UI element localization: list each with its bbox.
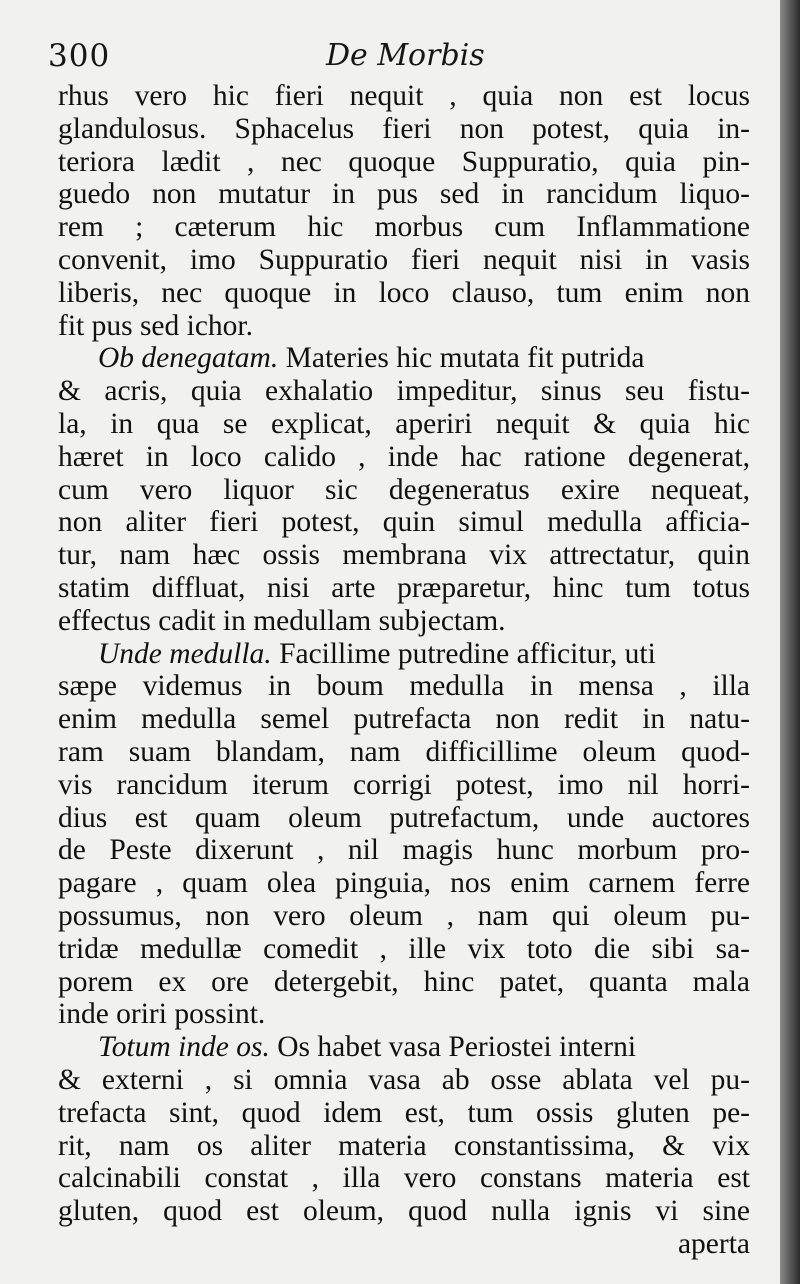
text-line: & acris, quia exhalatio impeditur, sinus seu fistu- (58, 375, 750, 408)
text-line: rem ; cæterum hic morbus cum Inflammatione (58, 211, 750, 244)
text-line: non aliter fieri potest, quin simul medulla afficia- (58, 506, 750, 539)
text-line (58, 638, 750, 671)
text-line: vis rancidum iterum corrigi potest, imo nil horri- (58, 768, 750, 801)
text-line: sæpe videmus in boum medulla in mensa , illa (58, 670, 750, 703)
page-number: 300 (48, 38, 111, 74)
text-line: & externi , si omnia vasa ab osse ablata vel pu- (58, 1063, 750, 1096)
text-line: ram suam blandam, nam difficillime oleum quod- (58, 735, 750, 768)
paragraph (58, 638, 750, 1032)
catchword: aperta (677, 1227, 750, 1260)
text-line: de Peste dixerunt , nil magis hunc morbum pro- (58, 834, 750, 867)
text-line: glandulosus. Sphacelus fieri non potest, quia in- (58, 112, 750, 145)
text-line: convenit, imo Suppuratio fieri nequit nisi in vasis (58, 243, 750, 276)
text-line (58, 342, 750, 375)
text-line: statim diffluat, nisi arte præparetur, hinc tum totus (58, 571, 750, 604)
text-line: possumus, non vero oleum , nam qui oleum pu- (58, 899, 750, 932)
line-rest: Os habet vasa Periostei interni (269, 1031, 637, 1064)
body-text (58, 80, 750, 1261)
paragraph (58, 80, 750, 342)
text-line: cum vero liquor sic degeneratus exire nequeat, (58, 473, 750, 506)
text-line: teriora lædit , nec quoque Suppuratio, quia pin- (58, 145, 750, 178)
text-line: liberis, nec quoque in loco clauso, tum enim non (58, 276, 750, 309)
text-line (58, 1031, 750, 1064)
text-line: enim medulla semel putrefacta non redit in natu- (58, 703, 750, 736)
line-rest: Facillime putredine afficitur, uti (271, 637, 656, 670)
text-line: effectus cadit in medullam subjectam. (58, 604, 506, 637)
text-line: calcinabili constat , illa vero constans materia est (58, 1162, 750, 1195)
paragraph (58, 342, 750, 637)
text-line: guedo non mutatur in pus sed in rancidum liquo- (58, 178, 750, 211)
text-line: tur, nam hæc ossis membrana vix attrectatur, quin (58, 539, 750, 572)
line-rest: Materies hic mutata fit putrida (278, 342, 645, 375)
text-line: dius est quam oleum putrefactum, unde auctores (58, 801, 750, 834)
running-title: De Morbis (326, 38, 485, 73)
text-line: rhus vero hic fieri nequit , quia non est locus (58, 80, 750, 112)
text-line: porem ex ore detergebit, hinc patet, quanta mala (58, 965, 750, 998)
paragraph-lead: Ob denegatam. (98, 342, 279, 375)
paragraph (58, 1031, 750, 1228)
paragraph-lead: Unde medulla. (98, 637, 272, 670)
text-line: gluten, quod est oleum, quod nulla ignis vi sine (58, 1195, 750, 1228)
text-line: hæret in loco calido , inde hac ratione degenerat, (58, 440, 750, 473)
paragraph-lead: Totum inde os. (98, 1031, 270, 1064)
text-line: inde oriri possint. (58, 998, 266, 1031)
text-line: fit pus sed ichor. (58, 309, 254, 342)
text-line: la, in qua se explicat, aperiri nequit & quia hic (58, 407, 750, 440)
text-line: trefacta sint, quod idem est, tum ossis gluten pe- (58, 1096, 750, 1129)
text-line: pagare , quam olea pinguia, nos enim carnem ferre (58, 867, 750, 900)
text-line: tridæ medullæ comedit , ille vix toto die sibi sa- (58, 932, 750, 965)
page-edge-shadow (780, 0, 800, 1284)
page-header (48, 38, 748, 82)
text-line: rit, nam os aliter materia constantissima, & vix (58, 1129, 750, 1162)
